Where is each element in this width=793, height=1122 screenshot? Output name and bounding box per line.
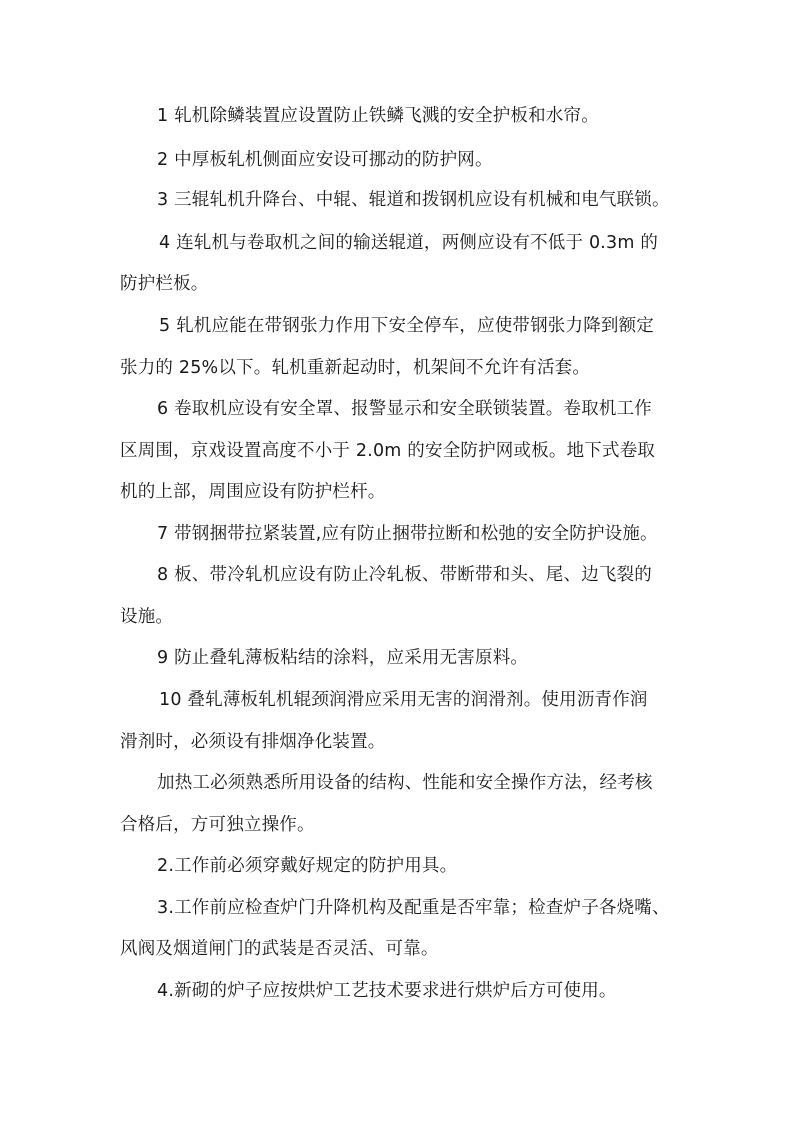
- paragraph-5-line-1: 5 轧机应能在带钢张力作用下安全停车，应使带钢张力降到额定: [159, 316, 654, 336]
- paragraph-6-line-2: 区周围，京戏设置高度不小于 2.0m 的安全防护网或板。地下式卷取: [120, 441, 656, 461]
- paragraph-2-line-1: 2 中厚板轧机侧面应安设可挪动的防护网。: [157, 150, 493, 170]
- paragraph-3-line-1: 3 三辊轧机升降台、中辊、辊道和拨钢机应设有机械和电气联锁。: [157, 190, 670, 210]
- paragraph-10-line-2: 滑剂时，必须设有排烟净化装置。: [120, 732, 386, 752]
- paragraph-11-line-1: 加热工必须熟悉所用设备的结构、性能和安全操作方法，经考核: [157, 773, 653, 793]
- paragraph-8-line-1: 8 板、带冷轧机应设有防止冷轧板、带断带和头、尾、边飞裂的: [157, 565, 652, 585]
- paragraph-6-line-3: 机的上部，周围应设有防护栏杆。: [120, 482, 386, 502]
- paragraph-13-line-2: 风阀及烟道闸门的武装是否灵活、可靠。: [120, 939, 439, 959]
- paragraph-9-line-1: 9 防止叠轧薄板粘结的涂料，应采用无害原料。: [157, 648, 529, 668]
- paragraph-11-line-2: 合格后，方可独立操作。: [120, 815, 315, 835]
- paragraph-14-line-1: 4.新砌的炉子应按烘炉工艺技术要求进行烘炉后方可使用。: [157, 981, 617, 1001]
- paragraph-10-line-1: 10 叠轧薄板轧机辊颈润滑应采用无害的润滑剂。使用沥青作润: [159, 690, 648, 710]
- paragraph-1-line-1: 1 轧机除鳞装置应设置防止铁鳞飞溅的安全护板和水帘。: [157, 106, 599, 126]
- paragraph-12-line-1: 2.工作前必须穿戴好规定的防护用具。: [157, 856, 458, 876]
- paragraph-5-line-2: 张力的 25%以下。轧机重新起动时，机架间不允许有活套。: [120, 358, 591, 378]
- paragraph-4-line-2: 防护栏板。: [120, 274, 209, 294]
- paragraph-8-line-2: 设施。: [120, 607, 174, 627]
- paragraph-4-line-1: 4 连轧机与卷取机之间的输送辊道，两侧应设有不低于 0.3m 的: [159, 233, 659, 253]
- paragraph-13-line-1: 3.工作前应检查炉门升降机构及配重是否牢靠；检查炉子各烧嘴、: [157, 898, 670, 918]
- paragraph-6-line-1: 6 卷取机应设有安全罩、报警显示和安全联锁装置。卷取机工作: [157, 399, 652, 419]
- paragraph-7-line-1: 7 带钢捆带拉紧装置,应有防止捆带拉断和松弛的安全防护设施。: [157, 524, 658, 544]
